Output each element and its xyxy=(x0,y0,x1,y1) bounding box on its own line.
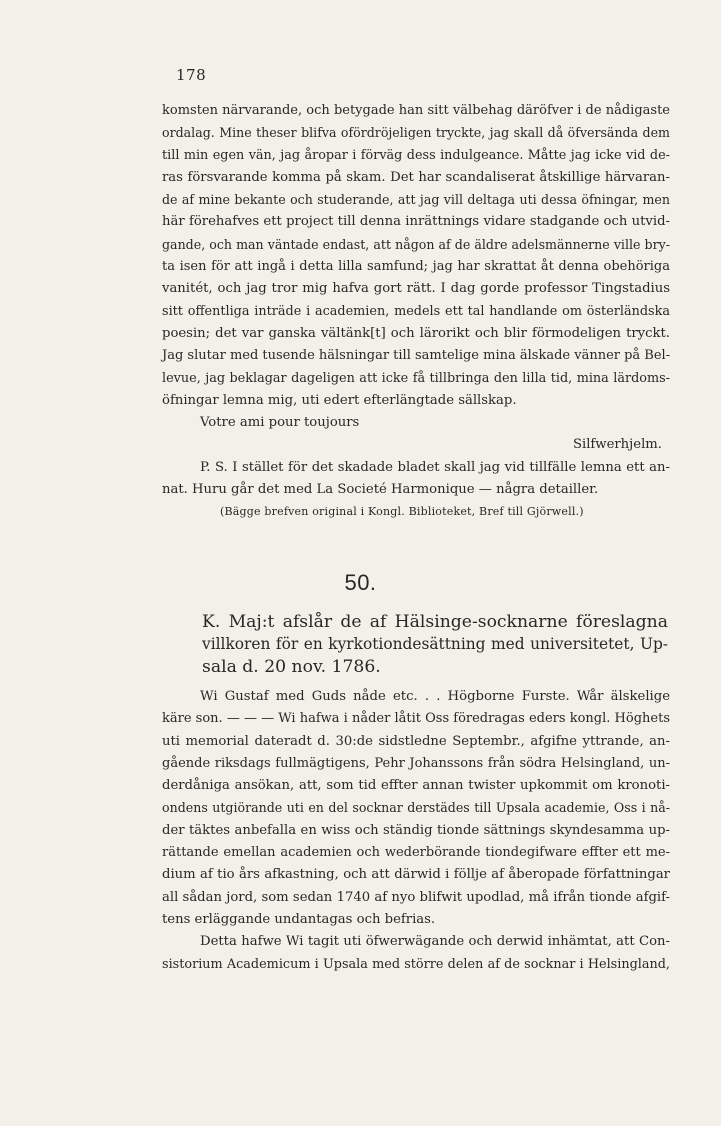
section-title-line: villkoren för en kyrkotiondesättning med universitetet, Up- xyxy=(202,635,668,654)
source-note: (Bägge brefven original i Kongl. Biblioteket, Bref till Gjörwell.) xyxy=(220,505,584,519)
text-line: de af mine bekante och studerande, att jag vill deltaga uti dessa öfningar, men xyxy=(162,192,670,208)
section-number: 50. xyxy=(344,570,377,595)
text-line: ras försvarande komma på skam. Det har scandaliserat åtskillige härvaran- xyxy=(162,169,670,185)
text-line: gående riksdags fullmägtigens, Pehr Johanssons från södra Helsingland, un- xyxy=(162,755,670,771)
letter-signature: Silfwerhjelm. xyxy=(572,437,662,453)
text-line: levue, jag beklagar dageligen att icke få tillbringa den lilla tid, mina lärdoms- xyxy=(162,370,670,386)
text-line: ta isen för att ingå i detta lilla samfund; jag har skrattat åt denna obehöriga xyxy=(162,259,670,275)
text-line: komsten närvarande, och betygade han sitt välbehag däröfver i de nådigaste xyxy=(162,103,670,118)
text-line: Wi Gustaf med Guds nåde etc. . . Högborne Furste. Wår älskelige xyxy=(200,689,670,704)
postscript-line: nat. Huru går det med La Societé Harmonique — några detailler. xyxy=(162,482,599,498)
text-line: sitt offentliga inträde i academien, medels ett tal handlande om österländska xyxy=(162,303,670,319)
text-line: sistorium Academicum i Upsala med större delen af de socknar i Helsingland, xyxy=(162,956,670,972)
decree-text xyxy=(162,686,670,976)
text-line: ordalag. Mine theser blifva ofördröjeligen tryckte, jag skall då öfversända dem xyxy=(162,125,670,141)
text-line: Jag slutar med tusende hälsningar till samtelige mina älskade vänner på Bel- xyxy=(162,348,671,364)
text-line: rättande emellan academien och wederbörande tiondegifware effter ett me- xyxy=(162,845,670,861)
text-line: ondens utgiörande uti en del socknar derstädes till Upsala academie, Oss i nå- xyxy=(162,800,670,816)
text-line: uti memorial dateradt d. 30:de sidstledne Septembr., afgifne yttrande, an- xyxy=(162,733,670,749)
text-line: vanitét, och jag tror mig hafva gort rätt. I dag gorde professor Tingstadius xyxy=(162,281,670,297)
text-line: käre son. — — — Wi hafwa i nåder låtit Oss föredragas eders kongl. Höghets xyxy=(162,711,670,727)
page-number: 178 xyxy=(176,66,207,84)
text-line: här förehafves ett project till denna inrättnings vidare stadgande och utvid- xyxy=(162,214,670,230)
text-line: all sådan jord, som sedan 1740 af nyo blifwit upodlad, må ifrån tionde afgif- xyxy=(162,889,670,905)
text-line: öfningar lemna mig, uti edert efterlängtade sällskap. xyxy=(162,392,517,408)
postscript-line: P. S. I stället för det skadade bladet skall jag vid tillfälle lemna ett an- xyxy=(200,459,670,475)
text-line: poesin; det var ganska vältänk[t] och lärorikt och blir förmodeligen tryckt. xyxy=(162,325,670,341)
section-title xyxy=(202,611,668,678)
text-line: der täktes anbefalla en wiss och ständig tionde sättnings skyndesamma up- xyxy=(162,822,670,838)
text-line: gande, och man väntade endast, att någon af de äldre adelsmännerne ville bry- xyxy=(162,236,670,252)
text-line: tens erläggande undantagas och befrias. xyxy=(162,911,436,927)
section-title-line: K. Maj:t afslår de af Hälsinge-socknarne föreslagna xyxy=(202,612,668,632)
text-line: till min egen vän, jag åropar i förväg dess indulgeance. Måtte jag icke vid de- xyxy=(162,147,670,163)
letter-text xyxy=(162,100,670,524)
text-line: derdåniga ansökan, att, som tid effter annan twister upkommit om kronoti- xyxy=(162,778,670,794)
text-line: dium af tio års afkastning, och att därwid i föllje af åberopade författningar xyxy=(162,867,670,883)
text-line: Detta hafwe Wi tagit uti öfwerwägande och derwid inhämtat, att Con- xyxy=(200,934,670,950)
section-title-line: sala d. 20 nov. 1786. xyxy=(202,656,381,677)
letter-closing: Votre ami pour toujours xyxy=(200,415,360,431)
